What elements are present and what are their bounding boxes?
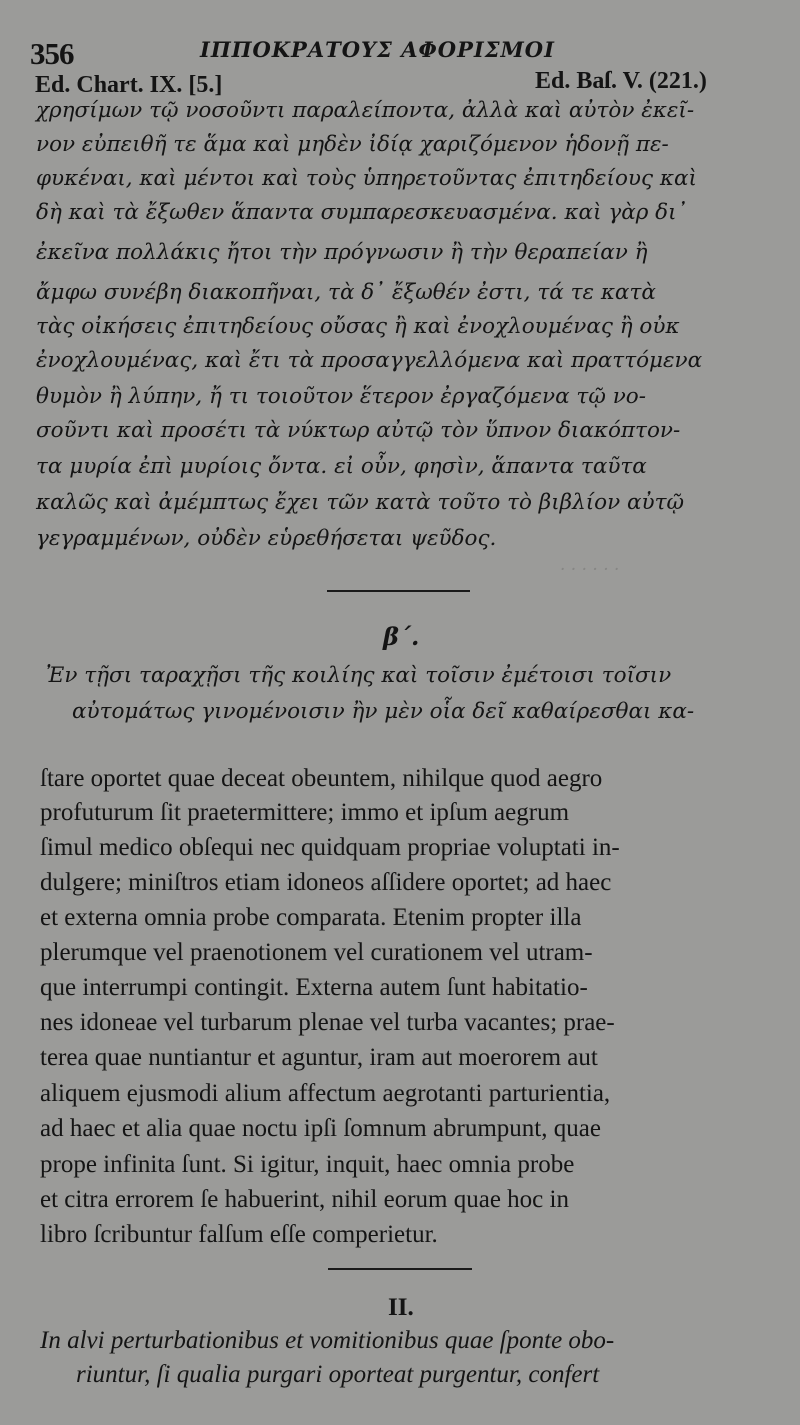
latin-line: dulgere; miniſtros etiam idoneos aſſidere oportet; ad haec [40,869,612,896]
greek-line: φυκέναι, καὶ μέντοι καὶ τοὺς ὑπηρετοῦντας ἐπιτηδείους καὶ [36,166,697,191]
edition-reference-right: Ed. Baſ. V. (221.) [535,68,707,94]
greek-line: ἐκεῖνα πολλάκις ἤτοι τὴν πρόγνωσιν ἢ τὴν θεραπείαν ἢ [36,240,648,265]
greek-line: τα μυρία ἐπὶ μυρίοις ὄντα. εἰ οὖν, φησὶν, ἅπαντα ταῦτα [36,454,647,479]
greek-line: τὰς οἰκήσεις ἐπιτηδείους οὔσας ἢ καὶ ἐνοχλουμένας ἢ οὐκ [36,314,680,339]
latin-line: ſimul medico obſequi nec quidquam propriae voluptati in- [40,834,620,861]
latin-section-number: II. [388,1294,414,1321]
greek-line: καλῶς καὶ ἀμέμπτως ἔχει τῶν κατὰ τοῦτο τὸ βιβλίον αὐτῷ [36,490,684,515]
running-head: ΙΠΠΟΚΡΑΤΟΥΣ ΑΦΟΡΙΣΜΟΙ [200,37,555,62]
greek-line: θυμὸν ἢ λύπην, ἤ τι τοιοῦτον ἕτερον ἐργαζόμενα τῷ νο- [36,384,646,409]
latin-line: plerumque vel praenotionem vel curationem vel utram- [40,939,593,966]
greek-line: σοῦντι καὶ προσέτι τὰ νύκτωρ αὐτῷ τὸν ὕπνον διακόπτον- [36,418,681,443]
latin-line: et externa omnia probe comparata. Etenim propter illa [40,904,582,931]
edition-reference-left: Ed. Chart. IX. [5.] [35,72,223,98]
section-divider-greek [327,590,470,592]
greek-line: γεγραμμένων, οὐδὲν εὑρεθήσεται ψεῦδος. [36,526,497,551]
latin-line: prope infinita ſunt. Si igitur, inquit, haec omnia probe [40,1151,575,1178]
greek-line: χρησίμων τῷ νοσοῦντι παραλείποντα, ἀλλὰ καὶ αὐτὸν ἐκεῖ- [36,98,695,123]
latin-aphorism-line: riuntur, ſi qualia purgari oporteat purgentur, confert [76,1361,600,1388]
greek-aphorism-line: αὐτομάτως γινομένοισιν ἢν μὲν οἷα δεῖ καθαίρεσθαι κα- [72,699,695,724]
latin-line: profuturum ſit praetermittere; immo et ipſum aegrum [40,799,570,826]
latin-line: libro ſcribuntur falſum eſſe comperietur. [40,1221,438,1248]
latin-line: terea quae nuntiantur et aguntur, iram aut moerorem aut [40,1044,598,1071]
show-through-text: · · · · · · [560,560,620,580]
greek-line: δὴ καὶ τὰ ἔξωθεν ἅπαντα συμπαρεσκευασμένα. καὶ γὰρ δι᾽ [36,200,688,225]
greek-line: νον εὐπειθῆ τε ἅμα καὶ μηδὲν ἰδίᾳ χαριζόμενον ἡδονῇ πε- [36,132,669,157]
greek-line: ἄμφω συνέβη διακοπῆναι, τὰ δ᾽ ἔξωθέν ἐστι, τά τε κατὰ [36,280,656,305]
latin-aphorism-line: In alvi perturbationibus et vomitionibus quae ſponte obo- [40,1327,615,1354]
latin-line: que interrumpi contingit. Externa autem ſunt habitatio- [40,974,588,1001]
section-divider-latin [328,1268,472,1270]
page-number: 356 [30,36,74,71]
latin-line: nes idoneae vel turbarum plenae vel turba vacantes; prae- [40,1009,615,1036]
latin-line: ad haec et alia quae noctu ipſi ſomnum abrumpunt, quae [40,1115,601,1142]
latin-line: et citra errorem ſe habuerint, nihil eorum quae hoc in [40,1186,569,1213]
greek-aphorism-line: Ἐν τῇσι ταραχῇσι τῆς κοιλίης καὶ τοῖσιν ἐμέτοισι τοῖσιν [46,663,672,688]
latin-line: ſtare oportet quae deceat obeuntem, nihilque quod aegro [40,765,603,792]
greek-section-number: β΄. [383,622,420,651]
greek-line: ἐνοχλουμένας, καὶ ἔτι τὰ προσαγγελλόμενα καὶ πραττόμενα [36,348,703,373]
latin-line: aliquem ejusmodi alium affectum aegrotanti parturientia, [40,1080,611,1107]
